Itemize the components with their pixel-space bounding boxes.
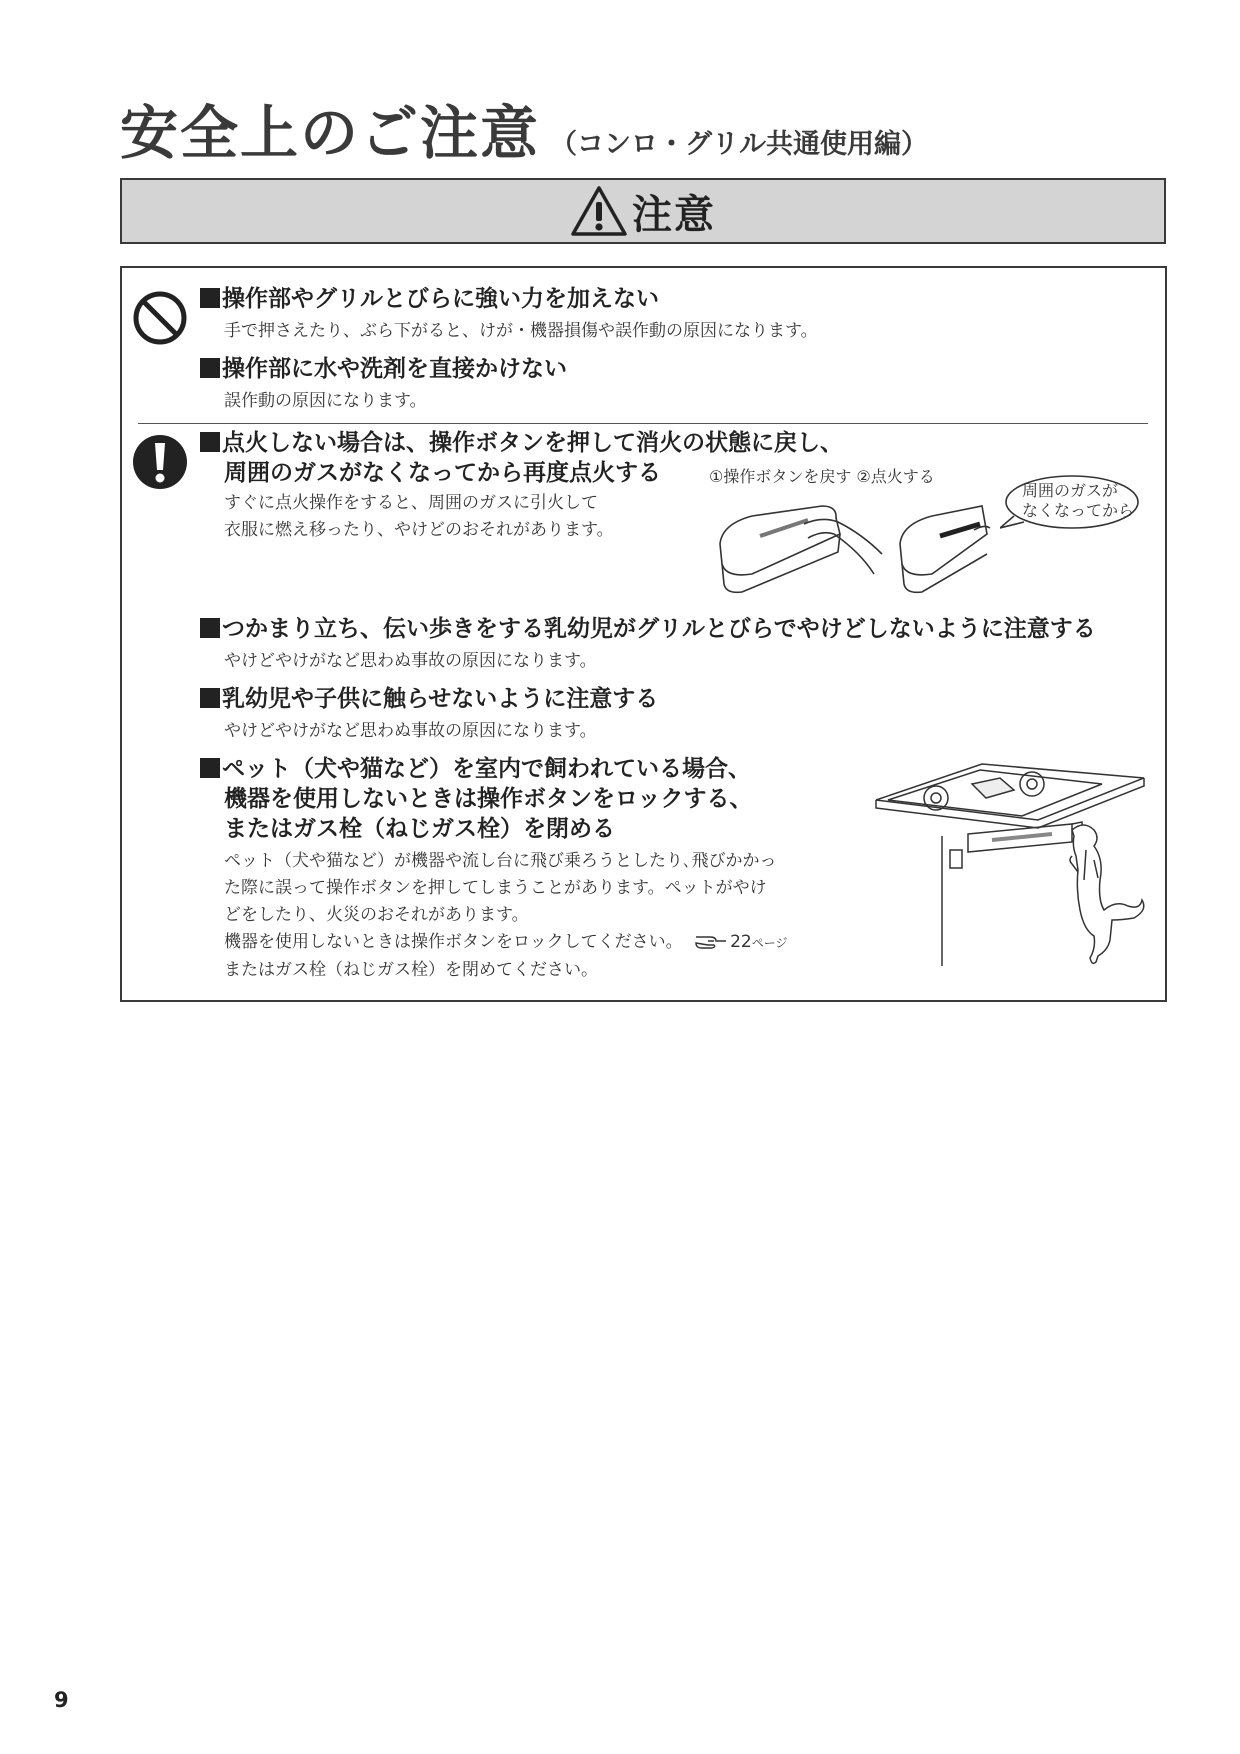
instruct-item4-title: ペット（犬や猫など）を室内で飼われている場合、 機器を使用しないときは操作ボタンをロックする、 またはガス栓（ねじガス栓）を閉める xyxy=(200,754,753,844)
warning-triangle-icon xyxy=(570,185,628,237)
page-title xyxy=(120,86,928,170)
exclamation-icon xyxy=(132,434,188,490)
prohibition-icon xyxy=(132,290,188,346)
bullet-square-icon xyxy=(200,432,220,452)
page-title-main: 安全上のご注意 xyxy=(120,99,541,167)
page-number: 9 xyxy=(54,1688,69,1712)
instruct-item1-title: 点火しない場合は、操作ボタンを押して消火の状態に戻し、 周囲のガスがなくなってから再度点火する xyxy=(200,428,843,488)
caution-label: 注意 xyxy=(632,191,716,238)
section-divider xyxy=(138,423,1148,424)
speech-bubble-text: 周囲のガスが なくなってから xyxy=(1022,481,1135,520)
prohibit-item1-title: 操作部やグリルとびらに強い力を加えない xyxy=(200,284,659,314)
control-button-illustration xyxy=(712,494,992,598)
prohibit-item2-title: 操作部に水や洗剤を直接かけない xyxy=(200,354,567,384)
instruct-item2-title: つかまり立ち、伝い歩きをする乳幼児がグリルとびらでやけどしないように注意する xyxy=(200,614,1096,644)
instruct-item3-desc: やけどやけがなど思わぬ事故の原因になります。 xyxy=(224,721,597,741)
bullet-square-icon xyxy=(200,618,220,638)
instruct-item2-desc: やけどやけがなど思わぬ事故の原因になります。 xyxy=(224,651,597,671)
bullet-square-icon xyxy=(200,688,220,708)
prohibit-item1-desc: 手で押さえたり、ぶら下がると、けが・機器損傷や誤作動の原因になります。 xyxy=(224,321,818,341)
page-reference-unit: ページ xyxy=(751,936,788,950)
instruct-item4-desc: ペット（犬や猫など）が機器や流し台に飛び乗ろうとしたり､飛びかかっ た際に誤って操作ボタンを押してしまうことがあります。ペットがやけ どをしたり、火災のおそれがあります。 機器を使用しないときは操作ボタンをロックしてください。 22ページ またはガス栓（ねじガス栓）を閉めてください。 xyxy=(224,851,788,980)
instruct-item3-title: 乳幼児や子供に触らせないように注意する xyxy=(200,684,658,714)
instruct-item1-title-line2: 周囲のガスがなくなってから再度点火する xyxy=(224,460,661,486)
bullet-square-icon xyxy=(200,358,220,378)
page-reference-number: 22 xyxy=(730,932,752,952)
page-reference-hand-icon xyxy=(694,933,730,949)
caution-banner xyxy=(120,178,1166,244)
bullet-square-icon xyxy=(200,288,220,308)
stove-with-cat-illustration xyxy=(872,760,1162,986)
prohibit-item2-desc: 誤作動の原因になります。 xyxy=(224,391,427,411)
page-subtitle: （コンロ・グリル共通使用編） xyxy=(550,129,929,160)
instruct-item1-desc: すぐに点火操作をすると、周囲のガスに引火して 衣服に燃え移ったり、やけどのおそれがあります。 xyxy=(224,493,614,540)
ignition-steps-label: ①操作ボタンを戻す ②点火する xyxy=(709,467,935,486)
bullet-square-icon xyxy=(200,758,220,778)
caution-box xyxy=(120,266,1167,1002)
